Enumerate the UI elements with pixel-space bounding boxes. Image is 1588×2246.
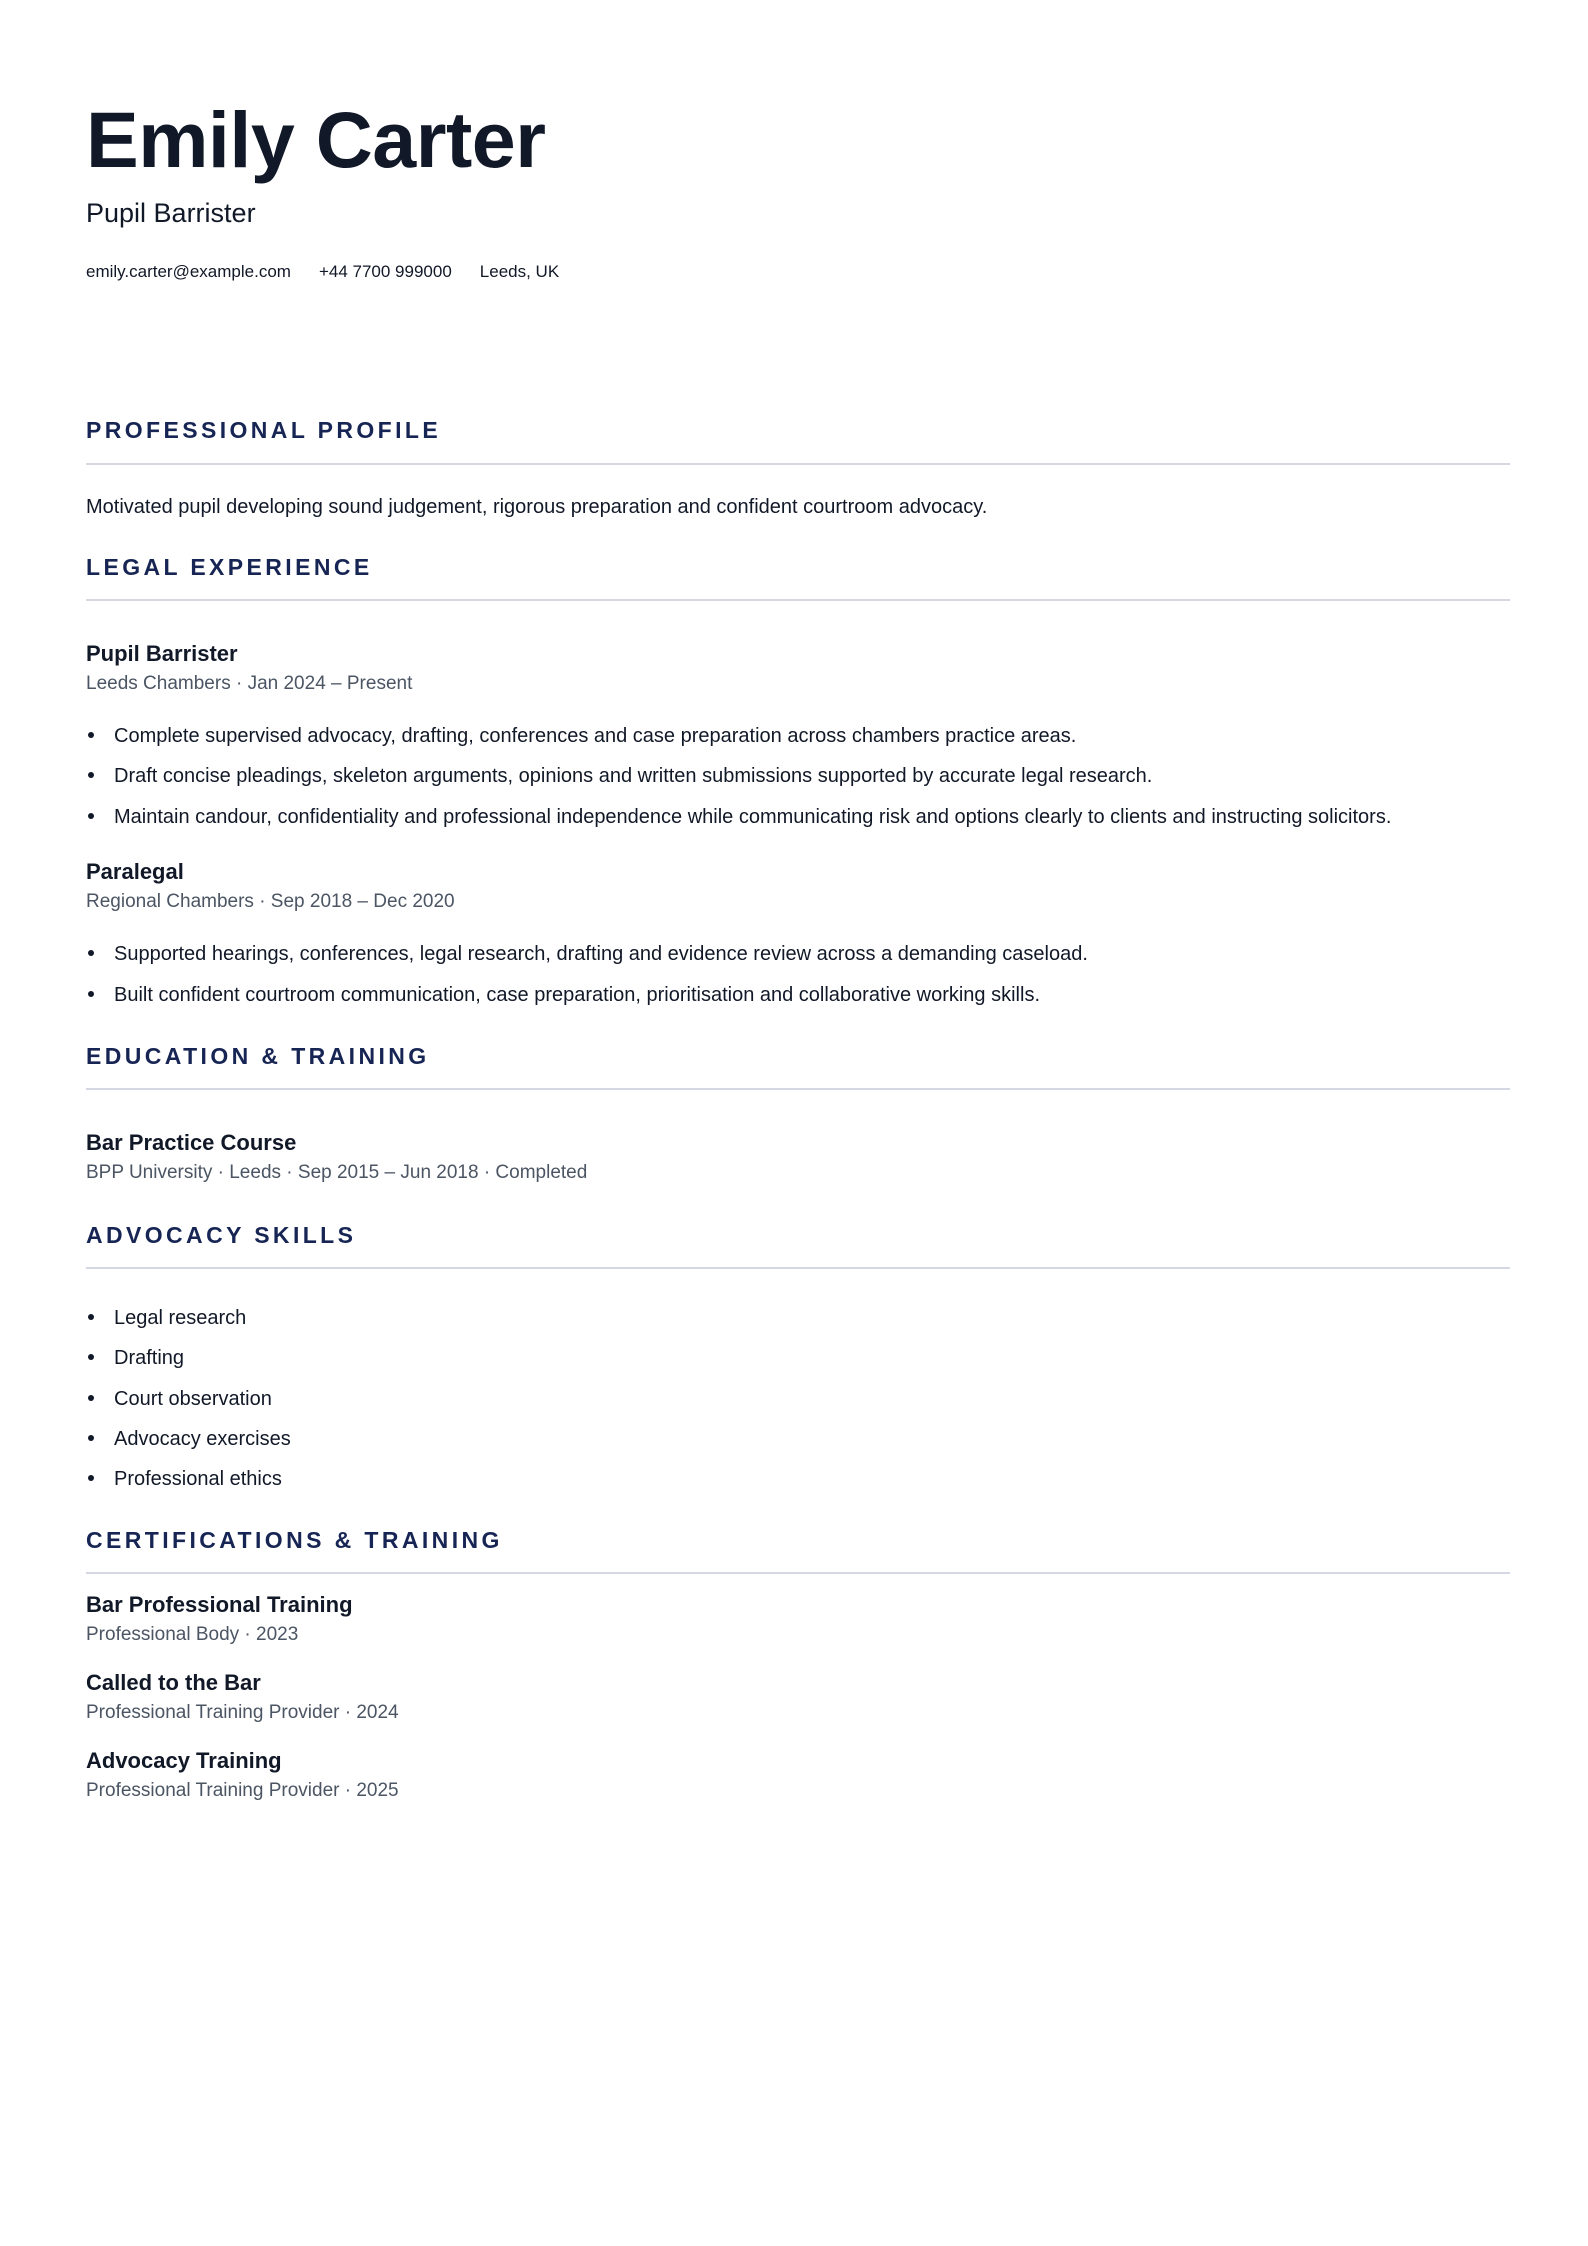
certification-title: Advocacy Training [86, 1748, 282, 1773]
skill-item: Court observation [86, 1385, 272, 1413]
bullet-dot-icon [88, 1475, 94, 1481]
job-title: Paralegal [86, 859, 184, 884]
job-bullet: Built confident courtroom communication, case preparation, prioritisation and collaborative working skills. [86, 981, 1040, 1009]
section-divider [86, 463, 1510, 465]
profile-summary: Motivated pupil developing sound judgement, rigorous preparation and confident courtroom advocacy. [86, 496, 988, 518]
section-divider [86, 599, 1510, 601]
bullet-dot-icon [88, 772, 94, 778]
education-meta: BPP University · Leeds · Sep 2015 – Jun 2018 · Completed [86, 1162, 588, 1183]
bullet-dot-icon [88, 1354, 94, 1360]
contact-info [86, 260, 559, 284]
skill-item: Legal research [86, 1304, 246, 1332]
bullet-dot-icon [88, 732, 94, 738]
education-title: Bar Practice Course [86, 1130, 297, 1155]
bullet-dot-icon [88, 950, 94, 956]
section-divider [86, 1267, 1510, 1269]
certification-title: Bar Professional Training [86, 1592, 353, 1617]
contact-email[interactable]: emily.carter@example.com [86, 262, 291, 281]
section-divider [86, 1572, 1510, 1574]
job-bullet: Maintain candour, confidentiality and professional independence while communicating risk and options clearly to clients and instructing solicitors. [86, 803, 1391, 831]
job-meta: Leeds Chambers · Jan 2024 – Present [86, 673, 413, 694]
bullet-dot-icon [88, 813, 94, 819]
job-bullet: Supported hearings, conferences, legal research, drafting and evidence review across a demanding caseload. [86, 940, 1088, 968]
contact-phone[interactable]: +44 7700 999000 [318, 262, 452, 281]
job-bullet: Complete supervised advocacy, drafting, conferences and case preparation across chambers practice areas. [86, 722, 1076, 750]
bullet-dot-icon [88, 991, 94, 997]
section-heading-profile: PROFESSIONAL PROFILE [86, 417, 442, 443]
skill-item: Advocacy exercises [86, 1425, 291, 1453]
skill-item: Professional ethics [86, 1465, 282, 1493]
certification-meta: Professional Training Provider · 2025 [86, 1780, 399, 1801]
bullet-dot-icon [88, 1435, 94, 1441]
section-heading-certifications: CERTIFICATIONS & TRAINING [86, 1527, 503, 1553]
contact-location: Leeds, UK [479, 262, 560, 281]
certification-meta: Professional Training Provider · 2024 [86, 1702, 399, 1723]
job-meta: Regional Chambers · Sep 2018 – Dec 2020 [86, 891, 455, 912]
skill-item: Drafting [86, 1344, 184, 1372]
section-heading-education: EDUCATION & TRAINING [86, 1043, 430, 1069]
certification-title: Called to the Bar [86, 1670, 261, 1695]
candidate-title: Pupil Barrister [86, 198, 256, 228]
certification-meta: Professional Body · 2023 [86, 1624, 299, 1645]
section-heading-experience: LEGAL EXPERIENCE [86, 554, 373, 580]
job-title: Pupil Barrister [86, 641, 238, 666]
job-bullet: Draft concise pleadings, skeleton arguments, opinions and written submissions supported by accurate legal research. [86, 762, 1152, 790]
bullet-dot-icon [88, 1395, 94, 1401]
bullet-dot-icon [88, 1314, 94, 1320]
candidate-name: Emily Carter [86, 95, 546, 184]
section-divider [86, 1088, 1510, 1090]
section-heading-skills: ADVOCACY SKILLS [86, 1222, 357, 1248]
